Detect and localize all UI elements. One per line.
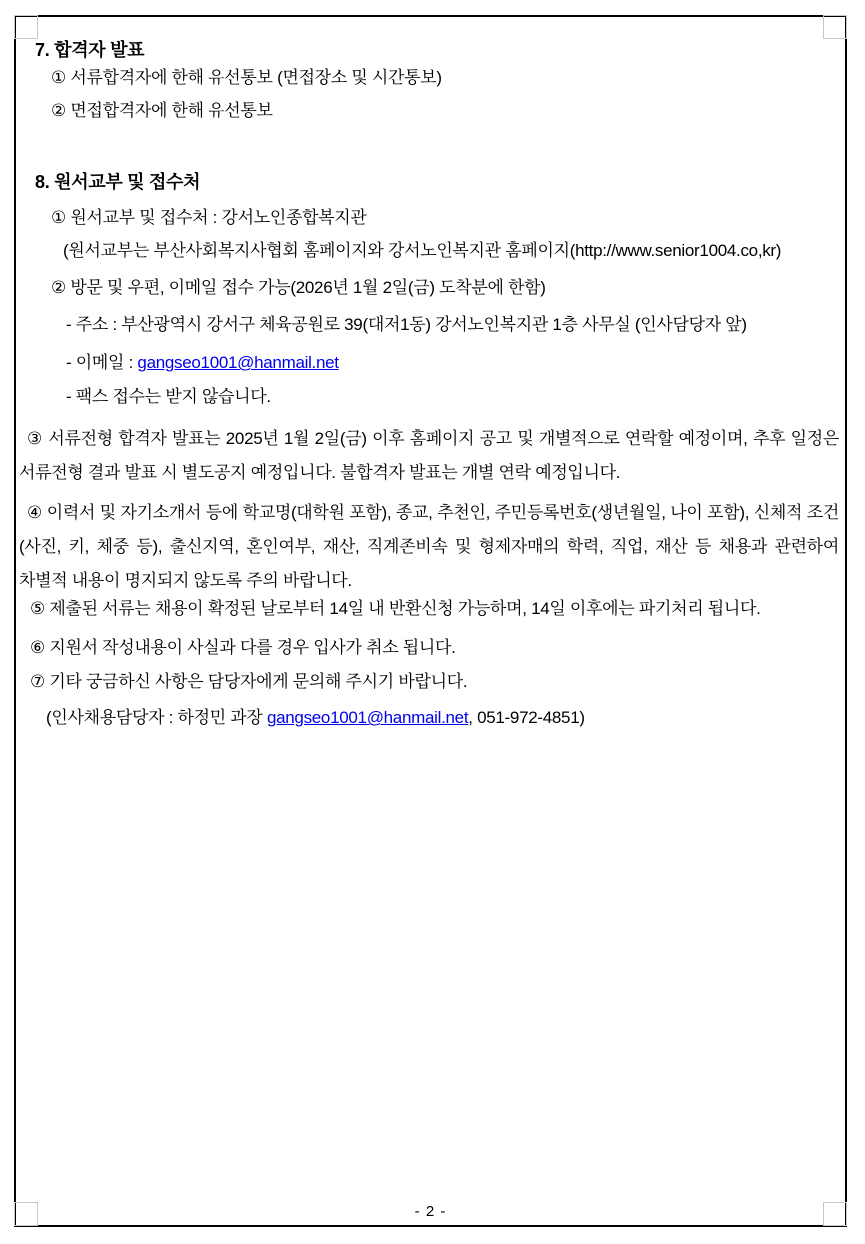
page-number: - 2 - [414,1203,447,1220]
contact-suffix: , 051-972-4851) [468,708,585,727]
email-label: - 이메일 : [66,353,138,372]
email-link[interactable]: gangseo1001@hanmail.net [137,353,339,372]
email-line [66,353,339,373]
page-border [14,15,847,1227]
section-7-item-2: ② 면접합격자에 한해 유선통보 [51,101,273,120]
section-8-title: 8. 원서교부 및 접수처 [35,172,201,192]
address-line: - 주소 : 부산광역시 강서구 체육공원로 39(대저1동) 강서노인복지관 1층 사무실 (인사담당자 앞) [66,315,747,334]
section-8-item-7: ⑦ 기타 궁금하신 사항은 담당자에게 문의해 주시기 바랍니다. [30,672,468,691]
corner-mark-top-left [14,15,38,39]
corner-mark-top-right [823,15,847,39]
section-8-item-5: ⑤ 제출된 서류는 채용이 확정된 날로부터 14일 내 반환신청 가능하며, 14일 이후에는 파기처리 됩니다. [30,599,761,618]
section-8-item-2: ② 방문 및 우편, 이메일 접수 가능(2026년 1월 2일(금) 도착분에 한함) [51,278,546,297]
contact-line [46,708,585,728]
section-7-item-1: ① 서류합격자에 한해 유선통보 (면접장소 및 시간통보) [51,68,442,87]
section-8-item-3: ③ 서류전형 합격자 발표는 2025년 1월 2일(금) 이후 홈페이지 공고 및 개별적으로 연락할 예정이며, 추후 일정은 서류전형 결과 발표 시 별도공지 예정입니다. 불합격자 발표는 개별 연락 예정입니다. [19,429,839,482]
contact-email-link[interactable]: gangseo1001@hanmail.net [266,708,469,727]
contact-prefix: (인사채용담당자 : 하정민 과장 [46,708,267,727]
section-8-item-6: ⑥ 지원서 작성내용이 사실과 다를 경우 입사가 취소 됩니다. [30,638,456,657]
section-8-item-4: ④ 이력서 및 자기소개서 등에 학교명(대학원 포함), 종교, 추천인, 주민등록번호(생년월일, 나이 포함), 신체적 조건(사진, 키, 체중 등), 출신지역, 혼인여부, 재산, 직계존비속 및 형제자매의 학력, 직업, 재산 등 채용과 관련하여 차별적 내용이 명지되지 않도록 주의 바랍니다. [19,503,839,590]
section-7-title: 7. 합격자 발표 [35,40,145,60]
section-8-item-1-note: (원서교부는 부산사회복지사협회 홈페이지와 강서노인복지관 홈페이지(http://www.senior1004.co,kr) [63,241,782,260]
section-8-item-1: ① 원서교부 및 접수처 : 강서노인종합복지관 [51,208,367,227]
fax-line: - 팩스 접수는 받지 않습니다. [66,387,271,406]
